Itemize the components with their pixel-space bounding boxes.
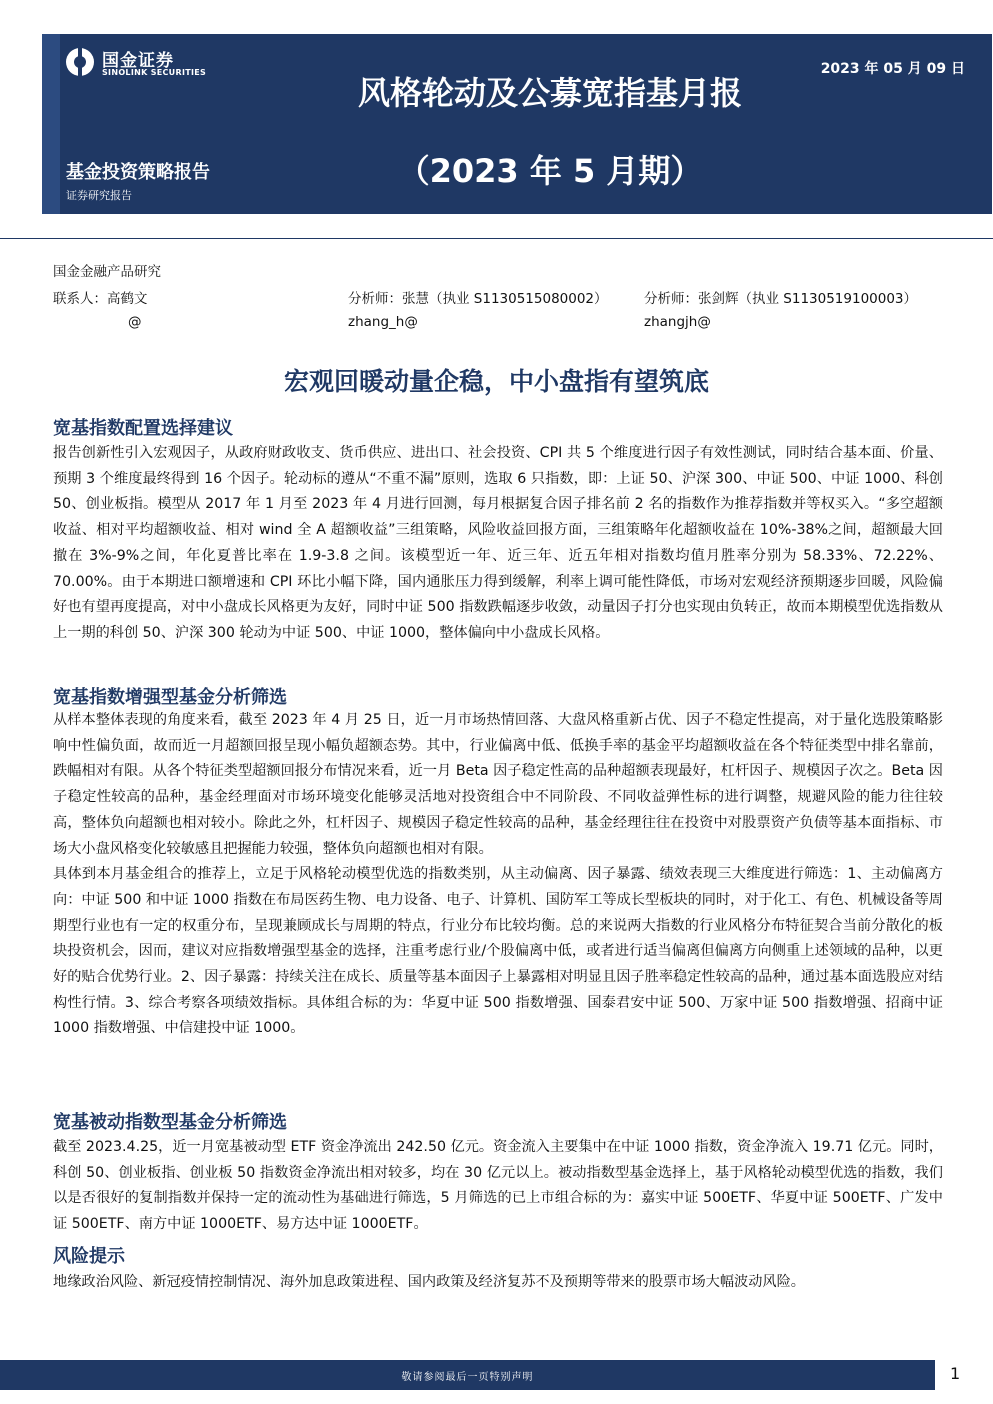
section-heading-allocation: 宽基指数配置选择建议 <box>53 418 233 439</box>
section-body-enhanced-funds <box>53 708 943 1042</box>
section-body-allocation <box>53 441 943 647</box>
sinolink-logo <box>66 46 216 80</box>
paragraph: 从样本整体表现的角度来看，截至 2023 年 4 月 25 日，近一月市场热情回落、大盘风格重新占优、因子不稳定性提高，对于量化选股策略影响中性偏负面，故而近一月超额回报呈现小幅负超额态势。其中，行业偏离中低、低换手率的基金平均超额收益在各个特征类型中排名靠前，跌幅相对有限。从各个特征类型超额回报分布情况来看，近一月 Beta 因子稳定性高的品种超额表现最好，杠杆因子、规模因子次之。Beta 因子稳定性较高的品种，基金经理面对市场环境变化能够灵活地对投资组合中不同阶段、不同收益弹性标的进行调整，规避风险的能力往往较高，整体负向超额也相对较小。除此之外，杠杆因子、规模因子稳定性较高的品种，基金经理往往在投资中对股票资产负债等基本面指标、市场大小盘风格变化较敏感且把握能力较强，整体负向超额也相对有限。 <box>53 712 943 857</box>
page-number: 1 <box>950 1364 961 1383</box>
report-type: 基金投资策略报告 <box>66 162 210 183</box>
paragraph: 具体到本月基金组合的推荐上，立足于风格轮动模型优选的指数类别，从主动偏离、因子暴露、绩效表现三大维度进行筛选：1、主动偏离方向：中证 500 和中证 1000 指数在布局医药生物、电力设备、电子、计算机、国防军工等成长型板块的同时，对于化工、有色、机械设备等周期型行业也有一定的权重分布，呈现兼顾成长与周期的特点，行业分布比较均衡。总的来说两大指数的行业风格分布特征契合当前分散化的板块投资机会，因而，建议对应指数增强型基金的选择，注重考虑行业/个股偏离中低，或者进行适当偏离但偏离方向侧重上述领域的品种，以更好的贴合优势行业。2、因子暴露：持续关注在成长、质量等基本面因子上暴露相对明显且因子胜率稳定性较高的品种，通过基本面选股应对结构性行情。3、综合考察各项绩效指标。具体组合标的为：华夏中证 500 指数增强、国泰君安中证 500、万家中证 500 指数增强、招商中证 1000 指数增强、中信建投中证 1000。 <box>53 866 943 1037</box>
report-headline: 宏观回暖动量企稳，中小盘指有望筑底 <box>283 367 709 396</box>
analyst-1: 分析师：张慧（执业 S1130515080002） <box>348 291 608 307</box>
report-title: 风格轮动及公募宽指基月报 <box>357 74 742 112</box>
analyst-1-email[interactable]: zhang_h@ <box>348 314 418 330</box>
paragraph: 报告创新性引入宏观因子，从政府财政收支、货币供应、进出口、社会投资、CPI 共 5 个维度进行因子有效性测试，同时结合基本面、价量、预期 3 个维度最终得到 16 个因子。轮动标的遵从“不重不漏”原则，选取 6 只指数，即：上证 50、沪深 300、中证 500、中证 1000、科创 50、创业板指。模型从 2017 年 1 月至 2023 年 4 月进行回测，每月根据复合因子排名前 2 名的指数作为推荐指数并等权买入。“多空超额收益、相对平均超额收益、相对 wind 全 A 超额收益”三组策略，风险收益回报方面，三组策略年化超额收益在 10%-38%之间，超额最大回撤在 3%-9%之间，年化夏普比率在 1.9-3.8 之间。该模型近一年、近三年、近五年相对指数均值月胜率分别为 58.33%、72.22%、70.00%。由于本期进口额增速和 CPI 环比小幅下降，国内通胀压力得到缓解，利率上调可能性降低，市场对宏观经济预期逐步回暖，风险偏好也有望再度提高，对中小盘成长风格更为友好，同时中证 500 指数跌幅逐步收敛，动量因子打分也实现由负转正，故而本期模型优选指数从上一期的科创 50、沪深 300 轮动为中证 500、中证 1000，整体偏向中小盘成长风格。 <box>53 445 943 641</box>
logo-english-name: SINOLINK SECURITIES <box>102 68 207 77</box>
section-body-risk <box>53 1270 943 1296</box>
logo-chinese-name: 国金证券 <box>102 51 174 71</box>
header-divider <box>0 238 993 239</box>
paragraph: 地缘政治风险、新冠疫情控制情况、海外加息政策进程、国内政策及经济复苏不及预期等带来的股票市场大幅波动风险。 <box>53 1274 805 1290</box>
section-heading-passive-funds: 宽基被动指数型基金分析筛选 <box>53 1112 287 1133</box>
footer-disclaimer: 敬请参阅最后一页特别声明 <box>401 1372 534 1383</box>
section-body-passive-funds <box>53 1135 943 1238</box>
analyst-2: 分析师：张剑辉（执业 S1130519100003） <box>644 291 918 307</box>
section-heading-risk: 风险提示 <box>53 1246 125 1267</box>
contact-email[interactable]: @ <box>128 314 142 330</box>
section-heading-enhanced-funds: 宽基指数增强型基金分析筛选 <box>53 687 287 708</box>
paragraph: 截至 2023.4.25，近一月宽基被动型 ETF 资金净流出 242.50 亿元。资金流入主要集中在中证 1000 指数，资金净流入 19.71 亿元。同时，科创 50、创业板指、创业板 50 指数资金净流出相对较多，均在 30 亿元以上。被动指数型基金选择上，基于风格轮动模型优选的指数，我们以是否很好的复制指数并保持一定的流动性为基础进行筛选，5 月筛选的已上市组合标的为：嘉实中证 500ETF、华夏中证 500ETF、广发中证 500ETF、南方中证 1000ETF、易方达中证 1000ETF。 <box>53 1139 943 1233</box>
institute-name: 国金金融产品研究 <box>53 264 161 280</box>
analyst-2-email[interactable]: zhangjh@ <box>644 314 711 330</box>
report-category: 证券研究报告 <box>66 189 132 202</box>
contact-person: 联系人：高鹤文 <box>53 291 148 307</box>
report-subtitle: （2023 年 5 月期） <box>397 152 703 190</box>
report-date: 2023 年 05 月 09 日 <box>820 61 965 77</box>
sinolink-logo-icon <box>66 48 94 76</box>
